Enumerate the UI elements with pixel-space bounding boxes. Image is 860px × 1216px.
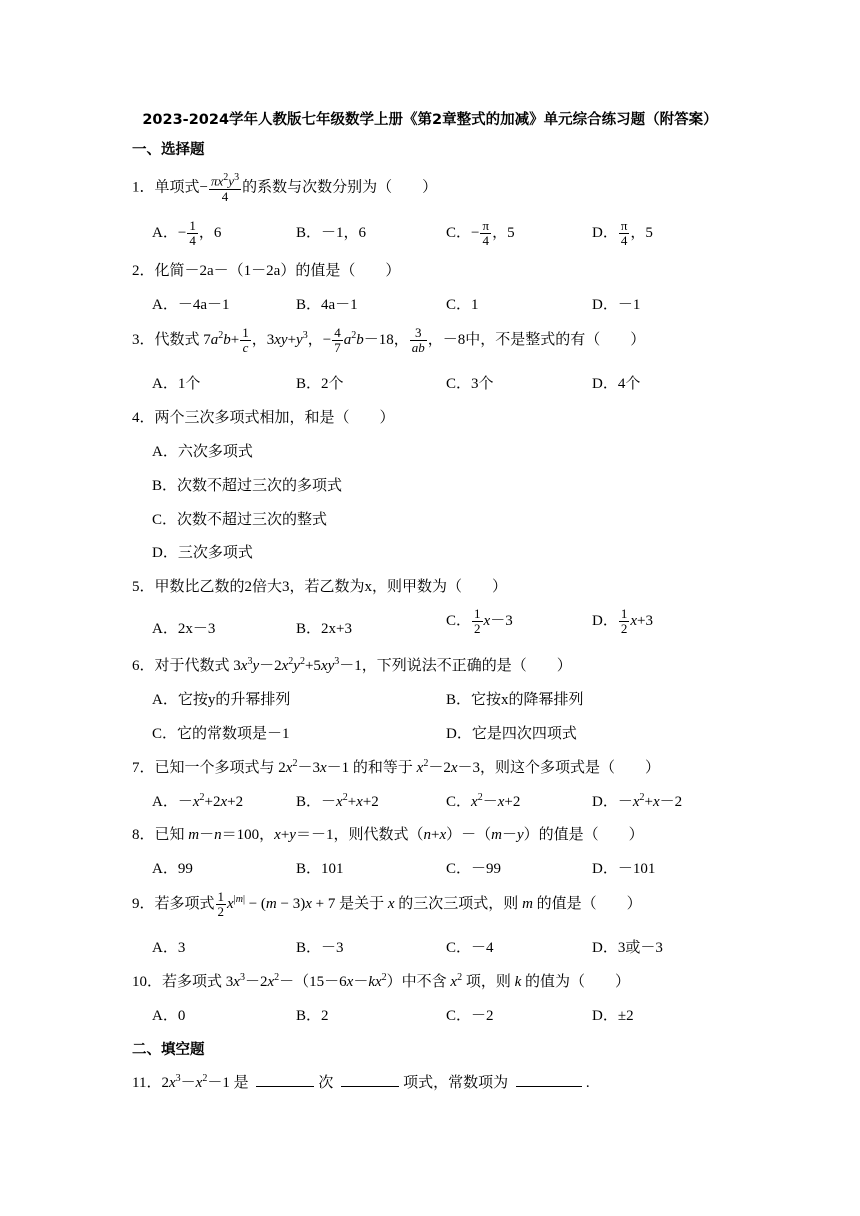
q8-option-b: B．101 — [296, 861, 344, 877]
q3-option-b: B．2个 — [296, 376, 344, 392]
q2-option-b: B．4a－1 — [296, 297, 358, 313]
q6-option-a: A．它按y的升幂排列 — [152, 692, 291, 708]
section-fill-blank: 二、填空题 — [132, 1042, 205, 1058]
question-9: 9．若多项式 $\frac{1}{2}$ $x^{|m|} - (m - 3)x + 7$ 是关于 x 的三次三项式，则 m 的值是（ ） — [132, 889, 642, 920]
q2-option-d: D．－1 — [592, 297, 641, 313]
q9-option-c: C．－4 — [446, 940, 494, 956]
q5-option-c: C． $\frac{1}{2}$ x－3 — [446, 606, 513, 637]
q9-option-b: B．－3 — [296, 940, 344, 956]
q6-option-d: D．它是四次四项式 — [446, 726, 577, 742]
q7-option-a: A．$-x^2+2x+2$ — [152, 792, 244, 810]
q2-option-c: C．1 — [446, 297, 479, 313]
q8-option-a: A．99 — [152, 861, 193, 877]
q4-option-c: C．次数不超过三次的整式 — [152, 512, 328, 528]
question-5: 5．甲数比乙数的2倍大3，若乙数为x，则甲数为（ ） — [132, 579, 508, 595]
q1-option-a: A．− $\frac{1}{4}$ ，6 — [152, 218, 222, 249]
q1-option-d: D． $\frac{\pi}{4}$ ，5 — [592, 218, 653, 249]
page-title: 2023-2024学年人教版七年级数学上册《第2章整式的加减》单元综合练习题（附答案） — [142, 112, 718, 128]
q10-option-d: D．±2 — [592, 1008, 634, 1024]
q9-option-a: A．3 — [152, 940, 186, 956]
q10-option-b: B．2 — [296, 1008, 329, 1024]
answer-blank-constant[interactable] — [516, 1072, 582, 1087]
question-6: 6．对于代数式 $3x^3y-2x^2y^2+5xy^3-1$，下列说法不正确的是（ ） — [132, 656, 572, 674]
q3-option-a: A．1个 — [152, 376, 201, 392]
question-1: 1．单项式− $\frac{\pi x^2y^3}{4}$ 的系数与次数分别为（ ） — [132, 172, 438, 204]
q5-option-d: D． $\frac{1}{2}$ x+3 — [592, 606, 653, 637]
answer-blank-terms[interactable] — [341, 1072, 399, 1087]
question-3: 3．代数式 $7a^2b+$ $\frac{1}{c}$ ，$3xy+y^3$，− $\frac{4}{7}$ $a^2b-18$， $\frac{3}{ab}$ ，－8中，不是整式的有（ ） — [132, 325, 646, 356]
question-11: 11．$2x^3-x^2-1$ 是 次 项式，常数项为 . — [132, 1073, 590, 1091]
q4-option-d: D．三次多项式 — [152, 545, 253, 561]
q7-option-d: D．$-x^2+x-2$ — [592, 792, 683, 810]
q3-option-d: D．4个 — [592, 376, 641, 392]
answer-blank-degree[interactable] — [256, 1072, 314, 1087]
section-multiple-choice: 一、选择题 — [132, 142, 205, 158]
q4-option-a: A．六次多项式 — [152, 444, 253, 460]
q10-option-c: C．－2 — [446, 1008, 494, 1024]
q5-option-a: A．2x－3 — [152, 621, 216, 637]
q6-option-b: B．它按x的降幂排列 — [446, 692, 584, 708]
q2-option-a: A．－4a－1 — [152, 297, 230, 313]
q9-option-d: D．3或－3 — [592, 940, 663, 956]
q1-option-b: B．－1，6 — [296, 225, 367, 241]
question-7: 7．已知一个多项式与 $2x^2-3x-1$ 的和等于 $x^2-2x-3$，则这个多项式是（ ） — [132, 758, 661, 776]
q8-option-c: C．－99 — [446, 861, 502, 877]
q8-option-d: D．－101 — [592, 861, 656, 877]
q3-option-c: C．3个 — [446, 376, 494, 392]
q5-option-b: B．2x+3 — [296, 621, 352, 637]
question-10: 10．若多项式 $3x^3-2x^2-(15-6x-kx^2)$中不含 $x^2$ 项，则 k 的值为（ ） — [132, 972, 631, 990]
question-8: 8．已知 m－n＝100，x+y＝－1，则代数式（n+x）－（m－y）的值是（ ） — [132, 827, 644, 843]
q7-option-c: C．$x^2-x+2$ — [446, 792, 521, 810]
q7-option-b: B．$-x^2+x+2$ — [296, 792, 379, 810]
question-2: 2．化简－2a－（1－2a）的值是（ ） — [132, 263, 401, 279]
q4-option-b: B．次数不超过三次的多项式 — [152, 478, 343, 494]
q6-option-c: C．它的常数项是－1 — [152, 726, 290, 742]
q10-option-a: A．0 — [152, 1008, 186, 1024]
question-4: 4．两个三次多项式相加，和是（ ） — [132, 410, 395, 426]
q1-option-c: C．− $\frac{\pi}{4}$ ，5 — [446, 218, 515, 249]
